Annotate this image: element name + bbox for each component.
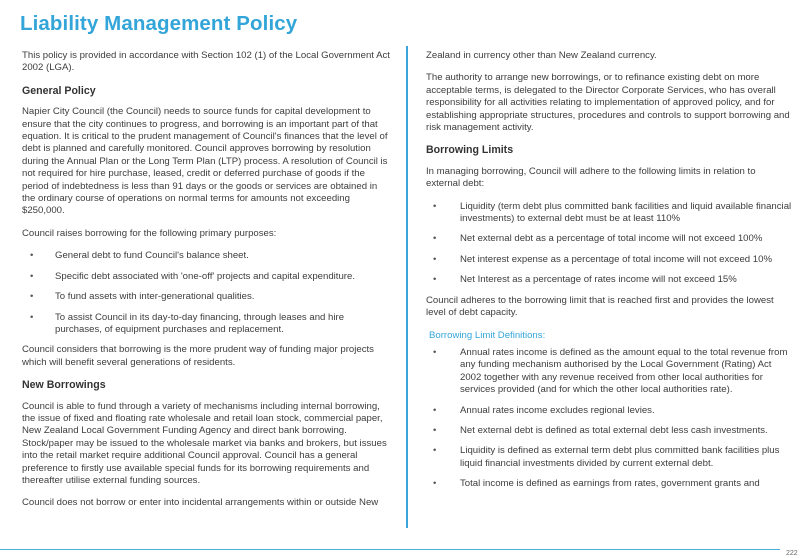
column-divider — [406, 46, 408, 528]
limits-list — [426, 201, 792, 287]
footer-rule — [0, 549, 780, 550]
list-item: • Liquidity (term debt plus committed bank facilities and liquid available financial investments) to external debt must be at least 110% — [426, 201, 792, 226]
new-borrowings-heading: New Borrowings — [22, 379, 106, 392]
purposes-list — [22, 250, 390, 336]
intro-paragraph: This policy is provided in accordance with Section 102 (1) of the Local Government Act 2002 (LGA). — [22, 50, 390, 74]
continued-paragraph: Zealand in currency other than New Zealand currency. — [426, 50, 657, 61]
page-number: 222 — [786, 550, 798, 557]
considers-paragraph: Council considers that borrowing is the more prudent way of funding major projects which will benefit several generations of residents. — [22, 344, 374, 368]
purposes-intro: Council raises borrowing for the following primary purposes: — [22, 227, 277, 239]
right-column — [426, 50, 792, 499]
list-item: • Net Interest as a percentage of rates income will not exceed 15% — [426, 274, 792, 286]
general-policy-paragraph: Napier City Council (the Council) needs to source funds for capital development to ensure that the city continues to progress, and borrowing is an important part of that equation. It is critical to the prudent management of Council's finances that the level of debt is planned and carefully monitored. Council approves borrowing by resolution during the Annual Plan or the Long Term Plan (LTP) process. A resolution of Council is not required for hire purchase, leased, credit or deferred purchase of goods if the period of indebtedness is less than 91 days or the goods or services are obtained in the ordinary course of operations on normal terms for amounts not exceeding $250,000. — [22, 106, 388, 217]
left-column — [22, 50, 390, 520]
general-policy-heading: General Policy — [22, 84, 96, 97]
page-title: Liability Management Policy — [20, 12, 298, 35]
adheres-paragraph: Council adheres to the borrowing limit that is reached first and provides the lowest level of debt capacity. — [426, 294, 774, 319]
list-item: • Net interest expense as a percentage of total income will not exceed 10% — [426, 254, 792, 266]
list-item: • To assist Council in its day-to-day financing, through leases and hire purchases, of equipment purchases and replacement. — [22, 312, 390, 337]
borrowing-limits-heading: Borrowing Limits — [426, 144, 514, 157]
definitions-list — [426, 347, 792, 491]
list-item: • Liquidity is defined as external term debt plus committed bank facilities plus liquid financial investments divided by current external debt. — [426, 445, 792, 470]
list-item: • Annual rates income excludes regional levies. — [426, 405, 792, 417]
list-item: • Annual rates income is defined as the amount equal to the total revenue from any funding mechanism authorised by the Local Government (Rating) Act 2002 together with any revenue received from other local authorities for services provided (and for which the other local authorities rate). — [426, 347, 792, 397]
authority-paragraph: The authority to arrange new borrowings, or to refinance existing debt on more acceptable terms, is delegated to the Director Corporate Services, who has overall responsibility for all activities relating to implementation of approved policy, and for establishing appropriate structures, procedures and controls to support borrowing and risk management activity. — [426, 72, 790, 134]
list-item: • Specific debt associated with 'one-off' projects and capital expenditure. — [22, 271, 390, 283]
new-borrowings-paragraph: Council is able to fund through a variety of mechanisms including internal borrowing, the issue of fixed and floating rate wholesale and retail loan stock, commercial paper, New Zealand Local Government Funding Agency and direct bank borrowing. Stock/paper may be issued to the wholesale market via banks and brokers, but issues into the retail market require additional Council approval. Council has a general preference to firstly use available special funds for its borrowing requirements and thereafter utilise external funding sources. — [22, 400, 387, 486]
list-item: • General debt to fund Council's balance sheet. — [22, 250, 390, 262]
incidental-paragraph: Council does not borrow or enter into incidental arrangements within or outside New — [22, 497, 379, 509]
limits-intro: In managing borrowing, Council will adhere to the following limits in relation to external debt: — [426, 165, 756, 190]
list-item: • Total income is defined as earnings from rates, government grants and — [426, 478, 792, 490]
list-item: • To fund assets with inter-generational qualities. — [22, 291, 390, 303]
list-item: • Net external debt as a percentage of total income will not exceed 100% — [426, 233, 792, 245]
definitions-heading: Borrowing Limit Definitions: — [429, 329, 546, 341]
list-item: • Net external debt is defined as total external debt less cash investments. — [426, 425, 792, 437]
